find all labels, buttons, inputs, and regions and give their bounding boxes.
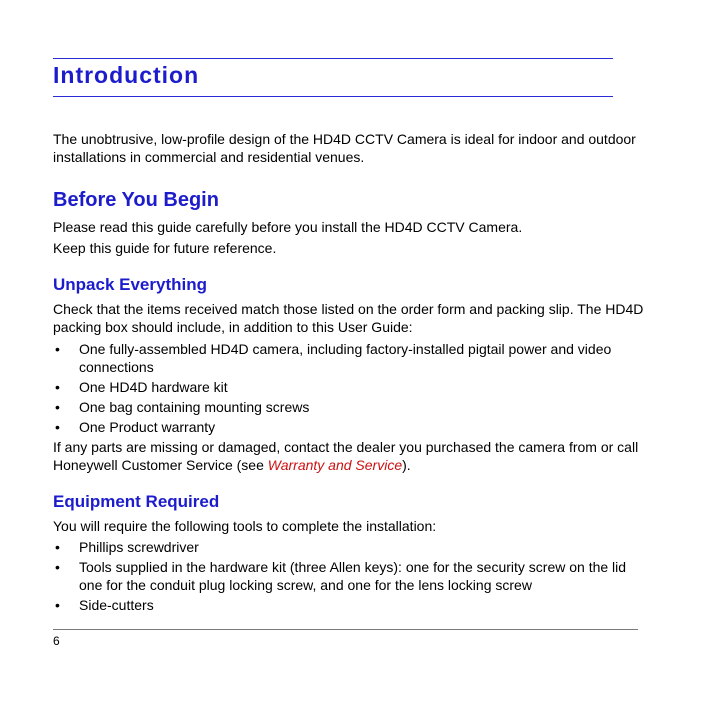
equipment-intro-paragraph: You will require the following tools to complete the installation: xyxy=(53,518,437,534)
list-item xyxy=(53,378,653,396)
list-item xyxy=(53,538,653,556)
unpack-everything-heading: Unpack Everything xyxy=(53,275,207,294)
list-item-text: One bag containing mounting screws xyxy=(79,399,310,415)
footer-rule xyxy=(53,629,638,630)
chapter-bottom-rule xyxy=(53,96,613,97)
page-content xyxy=(53,130,653,616)
unpack-item-list xyxy=(53,340,653,436)
list-item xyxy=(53,418,653,436)
intro-paragraph: The unobtrusive, low-profile design of the HD4D CCTV Camera is ideal for indoor and outdoor installations in commercial and residential venues. xyxy=(53,131,636,165)
bullet: • xyxy=(55,379,60,395)
bullet: • xyxy=(55,597,60,613)
bullet: • xyxy=(55,399,60,415)
unpack-intro-paragraph: Check that the items received match those listed on the order form and packing slip. The HD4D packing box should include, in addition to this User Guide: xyxy=(53,301,644,335)
before-you-begin-paragraph-1: Please read this guide carefully before you install the HD4D CCTV Camera. xyxy=(53,219,523,235)
list-item xyxy=(53,558,653,594)
chapter-title: Introduction xyxy=(53,62,200,88)
warranty-and-service-link[interactable]: Warranty and Service xyxy=(267,457,403,473)
list-item-text: Side-cutters xyxy=(79,597,154,613)
equipment-required-heading: Equipment Required xyxy=(53,492,220,511)
list-item-text: Tools supplied in the hardware kit (three Allen keys): one for the security screw on the lid one for the conduit plug locking screw, and one for the lens locking screw xyxy=(79,559,627,593)
list-item xyxy=(53,596,653,614)
list-item-text: One HD4D hardware kit xyxy=(79,379,228,395)
missing-parts-paragraph xyxy=(53,438,653,474)
bullet: • xyxy=(55,559,60,575)
before-you-begin-heading: Before You Begin xyxy=(53,189,219,211)
page-number: 6 xyxy=(53,634,60,648)
equipment-item-list xyxy=(53,538,653,614)
bullet: • xyxy=(55,419,60,435)
list-item xyxy=(53,398,653,416)
missing-parts-text-end: ). xyxy=(402,457,411,473)
bullet: • xyxy=(55,341,60,357)
list-item xyxy=(53,340,653,376)
list-item-text: One Product warranty xyxy=(79,419,216,435)
before-you-begin-paragraph-2: Keep this guide for future reference. xyxy=(53,240,277,256)
list-item-text: One fully-assembled HD4D camera, including factory-installed pigtail power and video connections xyxy=(79,341,612,375)
bullet: • xyxy=(55,539,60,555)
chapter-top-rule xyxy=(53,58,613,59)
list-item-text: Phillips screwdriver xyxy=(79,539,199,555)
missing-parts-text: If any parts are missing or damaged, contact the dealer you purchased the camera from or call Honeywell Customer Service (see xyxy=(53,439,639,473)
